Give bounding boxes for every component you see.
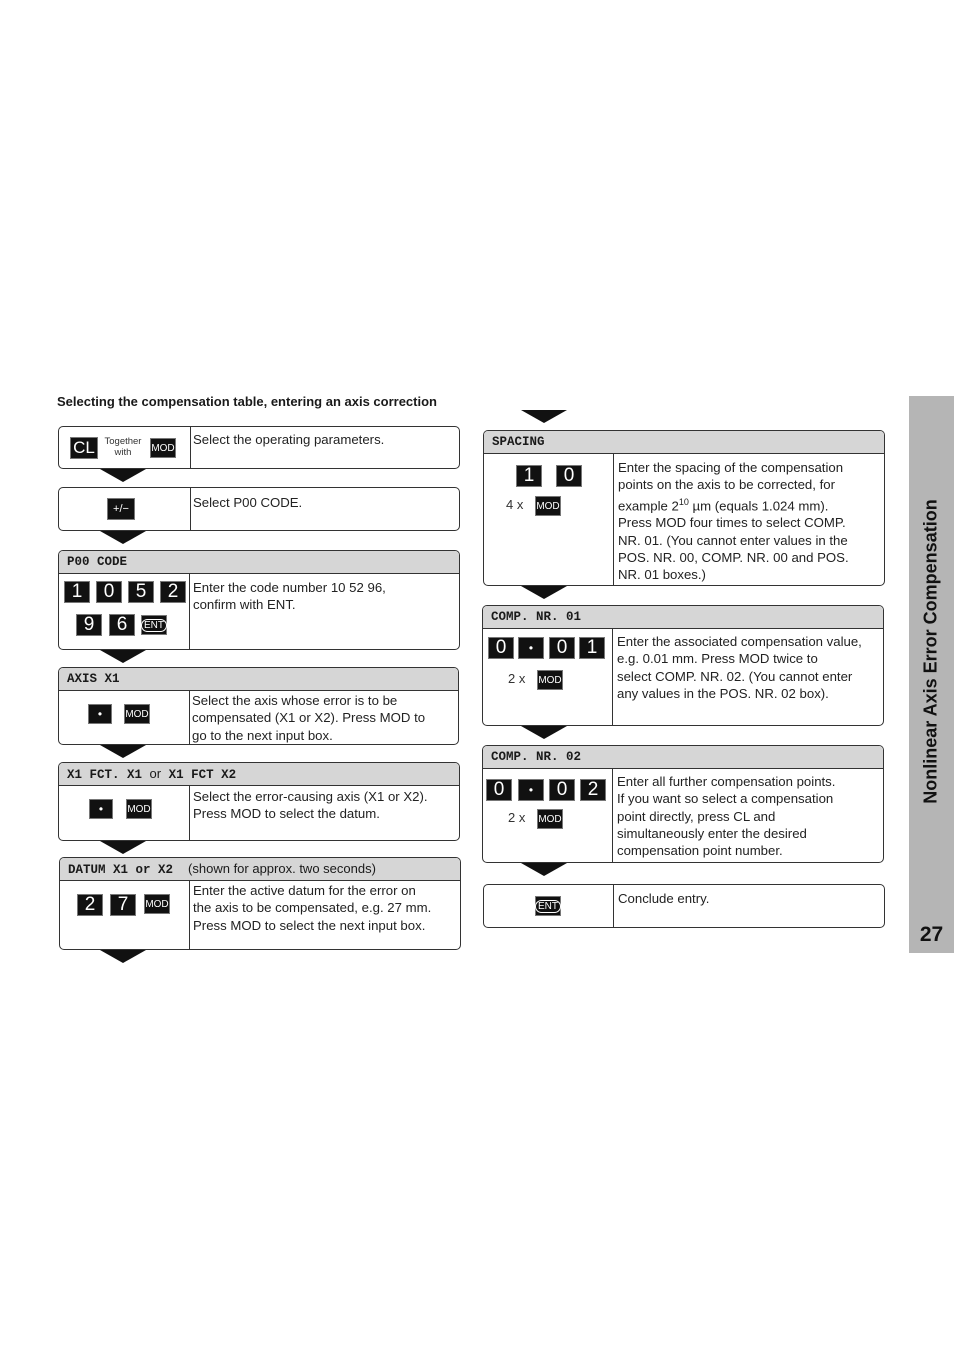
- step-p00-code: [58, 550, 460, 650]
- flow-arrow: [100, 469, 146, 482]
- digit-7-key[interactable]: 7: [110, 894, 136, 916]
- mod-key[interactable]: MOD: [535, 496, 561, 516]
- flow-arrow: [100, 950, 146, 963]
- mod-key[interactable]: MOD: [124, 704, 150, 724]
- repeat-count: 2 x: [508, 671, 526, 686]
- step-header: X1 FCT. X1 or X1 FCT X2: [59, 763, 459, 786]
- digit-1-key[interactable]: 1: [64, 581, 90, 603]
- step-text: Select the error-causing axis (X1 or X2). Press MOD to select the datum.: [193, 789, 428, 822]
- digit-5-key[interactable]: 5: [128, 581, 154, 603]
- decimal-point-key[interactable]: •: [88, 704, 112, 724]
- step-spacing: [483, 430, 885, 586]
- plus-minus-key[interactable]: +/−: [107, 498, 135, 520]
- step-header: DATUM X1 or X2 (shown for approx. two seconds): [60, 858, 460, 881]
- step-operating-parameters: [58, 426, 460, 469]
- step-text: Enter the active datum for the error on the axis to be compensated, e.g. 27 mm. Press MOD to select the next input box.: [193, 883, 432, 933]
- digit-1-key[interactable]: 1: [579, 637, 605, 659]
- digit-9-key[interactable]: 9: [76, 614, 102, 636]
- decimal-point-key[interactable]: •: [518, 779, 544, 801]
- step-text: Select the operating parameters.: [193, 432, 385, 447]
- digit-0-key[interactable]: 0: [96, 581, 122, 603]
- flow-arrow: [521, 586, 567, 599]
- cl-key[interactable]: CL: [70, 437, 98, 459]
- flow-arrow: [100, 745, 146, 758]
- flow-arrow: [100, 650, 146, 663]
- step-select-p00-code: [58, 487, 460, 531]
- ent-key[interactable]: ENT: [535, 896, 561, 916]
- decimal-point-key[interactable]: •: [518, 637, 544, 659]
- step-header: AXIS X1: [59, 668, 458, 691]
- step-text: Enter the code number 10 52 96, confirm with ENT.: [193, 580, 386, 613]
- repeat-count: 2 x: [508, 810, 526, 825]
- step-conclude: [483, 884, 885, 928]
- decimal-point-key[interactable]: •: [89, 799, 113, 819]
- digit-2-key[interactable]: 2: [160, 581, 186, 603]
- mod-key[interactable]: MOD: [537, 670, 563, 690]
- step-text: Enter the spacing of the compensation points on the axis to be corrected, for example $2^{10}$ µm (equals 1.024 mm). Press MOD four times to select COMP. NR. 01. (You cannot enter values in the POS. NR. 00, COMP. NR. 00 and POS. NR. 01 boxes.): [618, 460, 849, 583]
- ent-key[interactable]: ENT: [141, 615, 167, 635]
- step-header: SPACING: [484, 431, 884, 454]
- step-text: Select the axis whose error is to be compensated (X1 or X2). Press MOD to go to the next input box.: [192, 693, 426, 743]
- flow-arrow: [100, 841, 146, 854]
- step-datum: [59, 857, 461, 950]
- step-text: Enter all further compensation points. If you want so select a compensation point directly, press CL and simultaneously enter the desired compensation point number.: [617, 774, 836, 859]
- page-number: 27: [919, 923, 944, 946]
- mod-key[interactable]: MOD: [150, 438, 176, 458]
- flow-arrow: [521, 863, 567, 876]
- digit-2-key[interactable]: 2: [580, 779, 606, 801]
- digit-0-key[interactable]: 0: [556, 465, 582, 487]
- step-axis-x1: [58, 667, 459, 745]
- chapter-title: Nonlinear Axis Error Compensation: [921, 498, 941, 804]
- together-with-label: Together with: [104, 436, 142, 458]
- flow-arrow: [521, 410, 567, 423]
- step-header: COMP. NR. 02: [483, 746, 883, 769]
- step-header: P00 CODE: [59, 551, 459, 574]
- digit-1-key[interactable]: 1: [516, 465, 542, 487]
- step-header: COMP. NR. 01: [483, 606, 883, 629]
- digit-0-key[interactable]: 0: [549, 637, 575, 659]
- digit-0-key[interactable]: 0: [486, 779, 512, 801]
- mod-key[interactable]: MOD: [537, 809, 563, 829]
- flow-arrow: [521, 726, 567, 739]
- step-x1-fct: [58, 762, 460, 841]
- step-comp-nr-02: [482, 745, 884, 863]
- chapter-tab: [909, 396, 954, 953]
- section-heading: Selecting the compensation table, entering an axis correction: [57, 394, 437, 409]
- flow-arrow: [100, 531, 146, 544]
- mod-key[interactable]: MOD: [126, 799, 152, 819]
- repeat-count: 4 x: [506, 497, 524, 512]
- step-comp-nr-01: [482, 605, 884, 726]
- digit-0-key[interactable]: 0: [549, 779, 575, 801]
- step-text: Conclude entry.: [618, 891, 710, 906]
- digit-2-key[interactable]: 2: [77, 894, 103, 916]
- digit-6-key[interactable]: 6: [109, 614, 135, 636]
- step-text: Enter the associated compensation value, e.g. 0.01 mm. Press MOD twice to select COMP. NR. 02. (You cannot enter any values in the POS. NR. 02 box).: [617, 634, 862, 701]
- mod-key[interactable]: MOD: [144, 894, 170, 914]
- step-text: Select P00 CODE.: [193, 495, 303, 510]
- digit-0-key[interactable]: 0: [488, 637, 514, 659]
